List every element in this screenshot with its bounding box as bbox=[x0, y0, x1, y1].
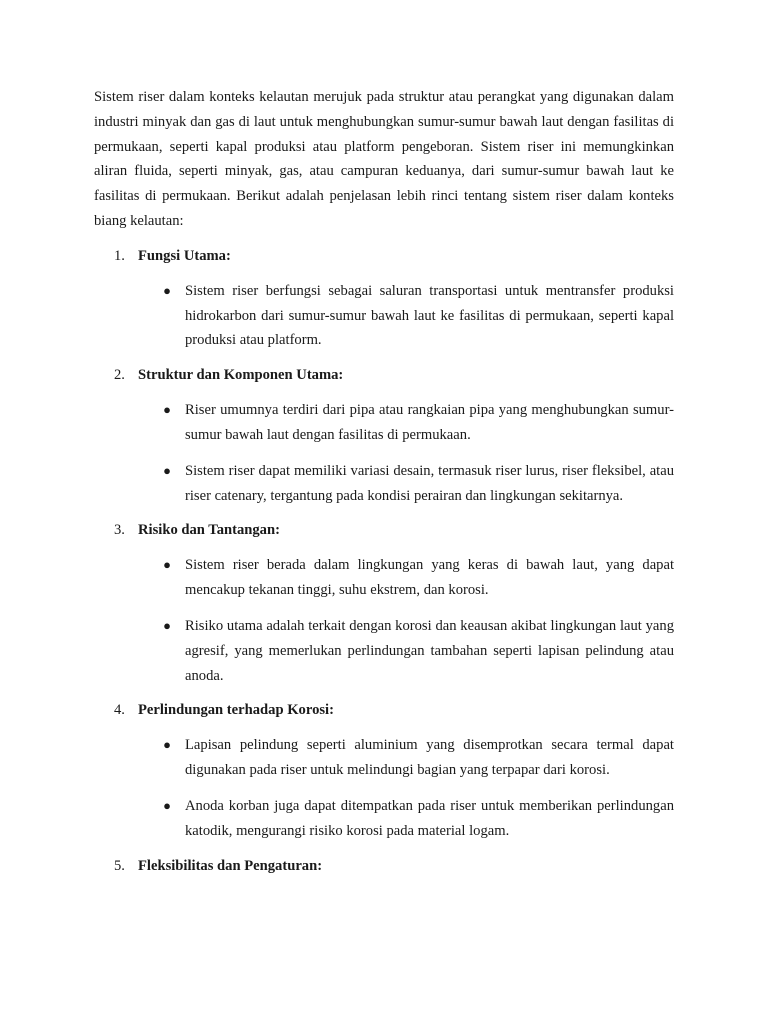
section-title: Perlindungan terhadap Korosi: bbox=[138, 702, 334, 719]
bullet-list bbox=[94, 733, 674, 843]
section-item bbox=[94, 363, 674, 508]
section-number: 1. bbox=[114, 247, 125, 264]
bullet-dot-icon: ● bbox=[163, 282, 171, 298]
bullet-text: Sistem riser berfungsi sebagai saluran transportasi untuk mentransfer produksi hidrokarbon dari sumur-sumur bawah laut ke fasilitas di permukaan, seperti kapal produksi atau platform. bbox=[185, 282, 674, 349]
section-title: Fleksibilitas dan Pengaturan: bbox=[138, 857, 323, 874]
section-title: Struktur dan Komponen Utama: bbox=[138, 367, 344, 384]
bullet-item bbox=[163, 279, 674, 353]
bullet-dot-icon: ● bbox=[163, 737, 171, 753]
bullet-text: Anoda korban juga dapat ditempatkan pada riser untuk memberikan perlindungan katodik, mengurangi risiko korosi pada material logam. bbox=[185, 797, 674, 839]
section-heading bbox=[94, 854, 674, 878]
section-title: Fungsi Utama: bbox=[138, 247, 231, 264]
intro-paragraph: Sistem riser dalam konteks kelautan merujuk pada struktur atau perangkat yang digunakan dalam industri minyak dan gas di laut untuk menghubungkan sumur-sumur bawah laut dengan fasilitas di permukaan, seperti kapal produksi atau platform pengeboran. Sistem riser ini memungkinkan aliran fluida, seperti minyak, gas, atau campuran keduanya, dari sumur-sumur bawah laut ke fasilitas di permukaan. Berikut adalah penjelasan lebih rinci tentang sistem riser dalam konteks biang kelautan: bbox=[94, 89, 674, 229]
bullet-item bbox=[163, 398, 674, 448]
bullet-item bbox=[163, 733, 674, 783]
section-item bbox=[94, 698, 674, 843]
section-heading bbox=[94, 244, 674, 268]
section-title: Risiko dan Tantangan: bbox=[138, 522, 280, 539]
section-heading bbox=[94, 518, 674, 542]
bullet-list bbox=[94, 279, 674, 353]
section-list bbox=[94, 244, 674, 878]
bullet-list bbox=[94, 553, 674, 688]
section-heading bbox=[94, 363, 674, 387]
section-heading bbox=[94, 698, 674, 722]
bullet-dot-icon: ● bbox=[163, 462, 171, 478]
bullet-item bbox=[163, 614, 674, 688]
bullet-list bbox=[94, 398, 674, 508]
section-number: 3. bbox=[114, 522, 125, 539]
section-number: 5. bbox=[114, 857, 125, 874]
section-number: 2. bbox=[114, 367, 125, 384]
bullet-item bbox=[163, 794, 674, 844]
bullet-text: Sistem riser berada dalam lingkungan yang keras di bawah laut, yang dapat mencakup tekanan tinggi, suhu ekstrem, dan korosi. bbox=[185, 557, 674, 599]
bullet-dot-icon: ● bbox=[163, 402, 171, 418]
bullet-item bbox=[163, 553, 674, 603]
bullet-dot-icon: ● bbox=[163, 557, 171, 573]
bullet-dot-icon: ● bbox=[163, 797, 171, 813]
bullet-text: Risiko utama adalah terkait dengan korosi dan keausan akibat lingkungan laut yang agresif, yang memerlukan perlindungan tambahan seperti lapisan pelindung atau anoda. bbox=[185, 617, 674, 684]
bullet-dot-icon: ● bbox=[163, 617, 171, 633]
bullet-text: Sistem riser dapat memiliki variasi desain, termasuk riser lurus, riser fleksibel, atau riser catenary, tergantung pada kondisi perairan dan lingkungan sekitarnya. bbox=[185, 462, 674, 504]
bullet-text: Riser umumnya terdiri dari pipa atau rangkaian pipa yang menghubungkan sumur-sumur bawah laut dengan fasilitas di permukaan. bbox=[185, 402, 674, 443]
bullet-text: Lapisan pelindung seperti aluminium yang disemprotkan secara termal dapat digunakan pada riser untuk melindungi bagian yang terpapar dari korosi. bbox=[185, 737, 674, 779]
bullet-item bbox=[163, 459, 674, 509]
section-item bbox=[94, 244, 674, 353]
section-item bbox=[94, 854, 674, 878]
section-number: 4. bbox=[114, 702, 125, 719]
section-item bbox=[94, 518, 674, 688]
